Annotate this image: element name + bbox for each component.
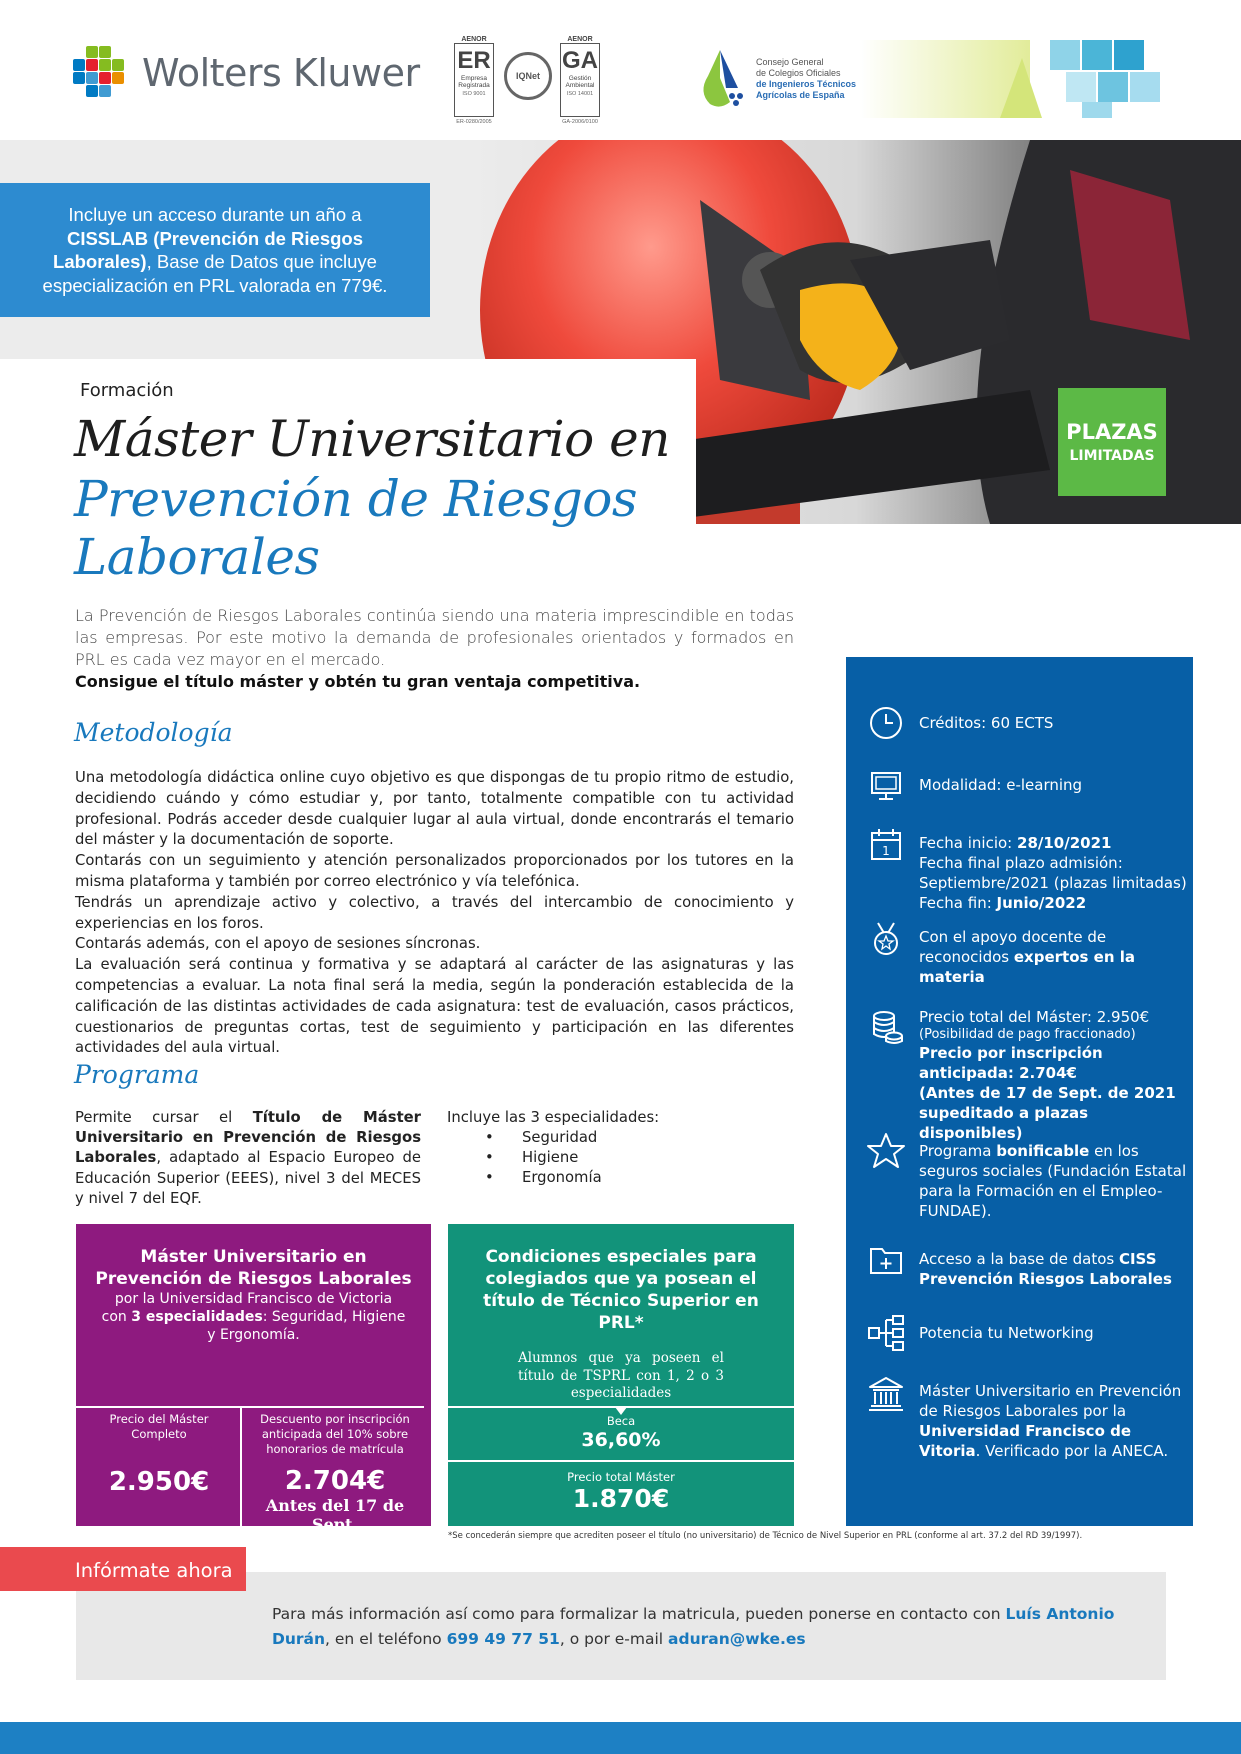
full-price: 2.950€ (108, 1467, 210, 1497)
coins-icon (866, 1007, 906, 1047)
early-price: 2.704€ (284, 1466, 386, 1496)
colegiados-price-box: Condiciones especiales para colegiados que ya posean el título de Técnico Superior en PRL* Alumnos que ya poseen el título de TSPRL con 1, 2 o 3 especialidades Beca 36,60% Precio total Máster 1.870€ (448, 1224, 794, 1526)
metodologia-heading: Metodología (74, 718, 233, 747)
list-item: • Higiene (485, 1148, 747, 1168)
programa-heading: Programa (74, 1060, 200, 1089)
email-link[interactable]: aduran@wke.es (668, 1630, 806, 1648)
wk-mosaic-icon (72, 46, 126, 100)
beca-value: 36,60% (581, 1429, 661, 1451)
council-logo (698, 48, 856, 110)
list-item: • Seguridad (485, 1128, 747, 1148)
brand-name: Wolters Kluwer (142, 51, 420, 95)
footer-bar (0, 1722, 1241, 1754)
info-sidebar: Créditos: 60 ECTS Modalidad: e-learning 1 Fecha inicio: 28/10/2021 Fecha final plazo admisión: Septiembre/2021 (plazas limitadas) Fecha fin: Junio/2022 Con el apoyo docente de reconocidos expertos en la materia Precio total del Máster: 2.950€ (Posibilidad de pago fraccionado) Precio por inscripción anticipada: 2.704€ (Antes de 17 de Sept. de 2021 supeditado a plazas disponibles) Programa bonificable en los seguros sociales (Fundación Estatal para la Formación en el Empleo- FUNDAE). Acceso a la base de datos CISS Prevención Riesgos Laborales Potencia tu Networking Máster Universitario en Prevención de Riesgos Laborales por la Universidad Francisco de Vitoria. Verificado por la ANECA. (846, 657, 1193, 1526)
page-title-line1: Máster Universitario en (74, 410, 670, 468)
university-icon (866, 1373, 906, 1413)
kicker-label: Formación (80, 380, 174, 401)
contact-name: Luís Antonio Durán (272, 1605, 1115, 1648)
plazas-limitadas-badge: PLAZAS LIMITADAS (1058, 388, 1166, 496)
monitor-icon (866, 765, 906, 805)
specialties-list: Incluye las 3 especialidades: • Seguridad • Higiene • Ergonomía (447, 1108, 747, 1188)
iqnet-cert-icon: IQNet (504, 52, 552, 100)
aenor-er-cert: AENOR ER Empresa Registrada ISO 9001 ER-0280/2005 (454, 36, 494, 125)
star-icon (866, 1131, 906, 1171)
aenor-ga-cert: AENOR GA Gestión Ambiental ISO 14001 GA-2006/0100 (562, 36, 598, 125)
list-item: • Ergonomía (485, 1168, 747, 1188)
cisslab-banner: Incluye un acceso durante un año a CISSLAB (Prevención de Riesgos Laborales), Base de Datos que incluye especialización en PRL valorada en 779€. (0, 183, 430, 317)
full-price-cell: Precio del Máster Completo 2.950€ (88, 1412, 230, 1497)
footnote: *Se concederán siempre que acrediten poseer el título (no universitario) de Técnico de Nivel Superior en PRL (conforme al art. 37.2 del RD 39/1997). (448, 1531, 1083, 1541)
informate-tab: Infórmate ahora (0, 1547, 246, 1591)
page-title-line2: Prevención de Riesgos Laborales (74, 470, 638, 586)
clock-icon (866, 703, 906, 743)
programa-description: Permite cursar el Título de Máster Universitario en Prevención de Riesgos Laborales, adaptado al Espacio Europeo de Educación Superior (EEES), nivel 3 del MECES y nivel 7 del EQF. (75, 1109, 421, 1207)
wolters-kluwer-logo (72, 46, 420, 100)
calendar-icon (866, 825, 906, 865)
master-price-box: Máster Universitario en Prevención de Riesgos Laborales por la Universidad Francisco de Victoria con 3 especialidades: Seguridad, Higiene y Ergonomía. Precio del Máster Completo 2.950€ Descuento por inscripción anticipada del 10% sobre honorarios de matrícula 2.704€ Antes del 17 de Sept. (76, 1224, 431, 1526)
contact-text: Para más información así como para formalizar la matricula, pueden ponerse en contacto con Luís Antonio Durán, en el teléfono 699 49 77 51, o por e-mail aduran@wke.es (272, 1605, 1115, 1648)
council-name: Consejo General de Colegios Oficiales de Ingenieros Técnicos Agrícolas de España (756, 57, 857, 100)
council-emblem-icon (698, 48, 748, 110)
medal-icon (866, 919, 906, 959)
network-icon (866, 1313, 906, 1353)
decorative-graphic (860, 40, 1170, 118)
svg-text:1: 1 (882, 844, 890, 858)
total-price: 1.870€ (572, 1484, 670, 1513)
early-price-cell: Descuento por inscripción anticipada del 10% sobre honorarios de matrícula 2.704€ Antes del 17 de Sept. (244, 1412, 426, 1534)
intro-text: La Prevención de Riesgos Laborales continúa siendo una materia imprescindible en todas las empresas. Por este motivo la demanda de profesionales orientados y formados en PRL es cada vez mayor en el mercado. Consigue el título máster y obtén tu gran ventaja competitiva. (75, 606, 794, 691)
header (0, 0, 1241, 140)
phone-link[interactable]: 699 49 77 51 (446, 1630, 560, 1648)
folder-add-icon (866, 1239, 906, 1279)
metodologia-text: Una metodología didáctica online cuyo objetivo es que dispongas de tu propio ritmo de estudio, decidiendo cuándo y cómo estudiar y, por tanto, totalmente compatible con tu actividad profesional. Podrás acceder desde cualquier lugar al aula virtual, donde encontrarás el temario del máster y la documentación de soporte. Contarás con un seguimiento y atención personalizados proporcionados por los tutores en la misma plataforma y también por correo electrónico y vía telefónica. Tendrás un aprendizaje activo y colectivo, a través del intercambio de conocimiento y experiencias en los foros. Contarás además, con el apoyo de sesiones síncronas. La evaluación será continua y formativa y se adaptará al carácter de las asignaturas y las competencias a evaluar. La nota final será la media, según la ponderación establecida de la calificación de las distintas actividades de cada asignatura: test de evaluación, casos prácticos, cuestionarios de preguntas cortas, test de seguimiento y participación en las diferentes actividades del aula virtual. (75, 769, 794, 1057)
